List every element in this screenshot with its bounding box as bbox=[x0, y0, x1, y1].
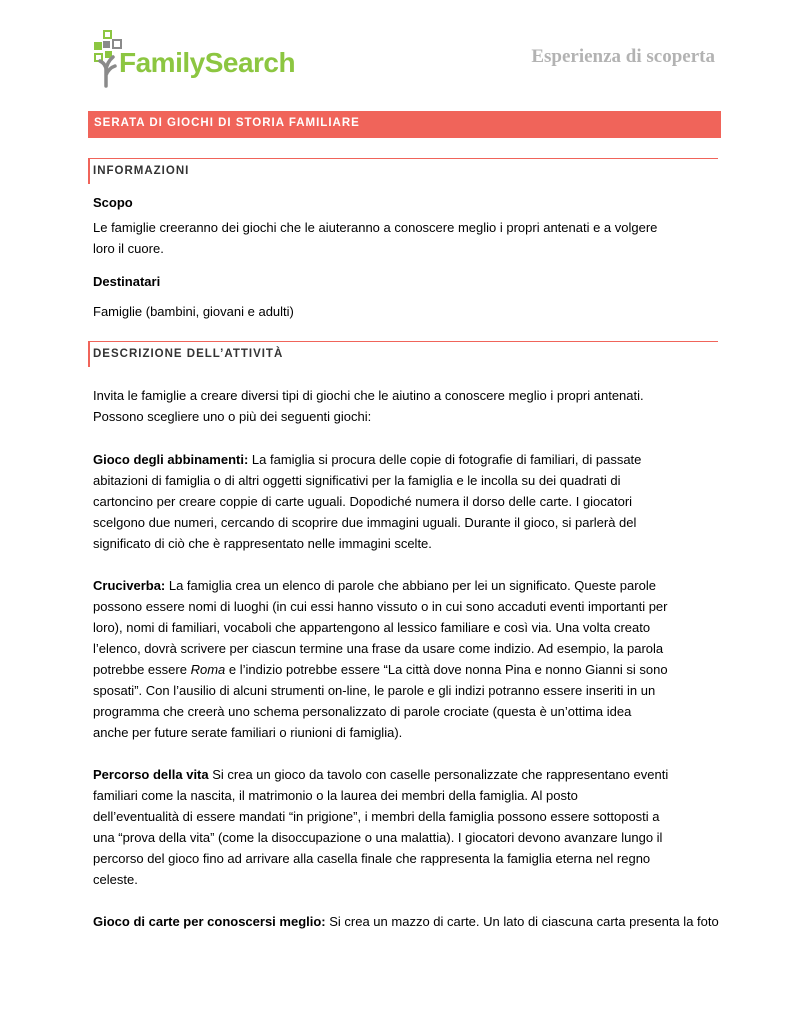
game-title: Gioco degli abbinamenti: bbox=[93, 452, 249, 467]
purpose-label: Scopo bbox=[93, 195, 133, 210]
familysearch-logo[interactable] bbox=[93, 30, 308, 88]
text-line: cartoncino per creare coppie di carte uguali. Dopodiché numera il dorso delle carte. I giocatori bbox=[93, 494, 633, 509]
divider bbox=[88, 341, 718, 342]
text-line: loro), nomi di familiari, vocaboli che appartengono al lessico familiare e così via. Una volta creato bbox=[93, 620, 651, 635]
game-title: Cruciverba: bbox=[93, 578, 166, 593]
text-fragment: La famiglia crea un elenco di parole che abbiano per lei un significato. Queste parole bbox=[165, 578, 656, 593]
banner-title: SERATA DI GIOCHI DI STORIA FAMILIARE bbox=[94, 117, 360, 129]
brand-name: FamilySearch bbox=[119, 47, 296, 78]
text-line: familiari come la nascita, il matrimonio o la laurea dei membri della famiglia. Al posto bbox=[93, 788, 578, 803]
section-header-info bbox=[88, 158, 718, 184]
text-line bbox=[93, 449, 723, 470]
crossword-paragraph bbox=[93, 575, 723, 743]
game-title: Percorso della vita bbox=[93, 767, 209, 782]
title-banner bbox=[88, 111, 721, 138]
text-line: scelgono due numeri, cercando di scoprire due immagini uguali. Durante il gioco, si parlerà del bbox=[93, 515, 637, 530]
audience-text: Famiglie (bambini, giovani e adulti) bbox=[93, 304, 294, 319]
card-game-paragraph bbox=[93, 911, 723, 932]
intro-paragraph bbox=[93, 385, 723, 427]
text-line: celeste. bbox=[93, 872, 138, 887]
text-fragment: Si crea un gioco da tavolo con caselle personalizzate che rappresentano eventi bbox=[208, 767, 669, 782]
text-line: programma che creerà uno schema personalizzato di parole crociate (questa è un’ottima idea bbox=[93, 704, 632, 719]
text-line bbox=[93, 764, 723, 785]
text-line: una “prova della vita” (come la disoccupazione o una malattia). I giocatori devono avanzare lungo il bbox=[93, 830, 663, 845]
section-marker bbox=[88, 158, 90, 184]
text-line bbox=[93, 659, 723, 680]
text-fragment: Si crea un mazzo di carte. Un lato di ciascuna carta presenta la foto bbox=[325, 914, 719, 929]
divider bbox=[88, 158, 718, 159]
text-line bbox=[93, 911, 723, 932]
matching-game-paragraph bbox=[93, 449, 723, 554]
text-line: percorso del gioco fino ad arrivare alla casella finale che rappresenta la famiglia eterna nel regno bbox=[93, 851, 651, 866]
example-word: Roma bbox=[190, 662, 226, 677]
section-title: DESCRIZIONE DELL’ATTIVITÀ bbox=[93, 348, 284, 360]
text-line: significato di ciò che è rappresentato nelle immagini scelte. bbox=[93, 536, 432, 551]
section-header-description bbox=[88, 341, 718, 367]
text-fragment: potrebbe essere bbox=[93, 662, 191, 677]
text-line: Possono scegliere uno o più dei seguenti giochi: bbox=[93, 409, 372, 424]
text-line bbox=[93, 575, 723, 596]
text-line: Invita le famiglie a creare diversi tipi di giochi che le aiutino a conoscere meglio i propri antenati. bbox=[93, 388, 644, 403]
text-line: Le famiglie creeranno dei giochi che le aiuteranno a conoscere meglio i propri antenati e a volgere bbox=[93, 220, 658, 235]
text-line: sposati”. Con l’ausilio di alcuni strumenti on-line, le parole e gli indizi potranno essere inseriti in un bbox=[93, 683, 656, 698]
text-line: loro il cuore. bbox=[93, 241, 164, 256]
text-fragment: La famiglia si procura delle copie di fotografie di familiari, di passate bbox=[248, 452, 642, 467]
section-title: INFORMAZIONI bbox=[93, 165, 190, 177]
life-path-paragraph bbox=[93, 764, 723, 890]
text-line: possono essere nomi di luoghi (in cui essi hanno vissuto o in cui sono accaduti eventi importanti per bbox=[93, 599, 668, 614]
text-fragment: e l’indizio potrebbe essere “La città dove nonna Pina e nonno Gianni si sono bbox=[225, 662, 668, 677]
game-title: Gioco di carte per conoscersi meglio: bbox=[93, 914, 326, 929]
purpose-text bbox=[93, 217, 723, 259]
text-line: l’elenco, dovrà scrivere per ciascun termine una frase da usare come indizio. Ad esempio, la parola bbox=[93, 641, 664, 656]
text-line: abitazioni di famiglia o di altri oggetti significativi per la famiglia e le incolla su dei quadrati di bbox=[93, 473, 621, 488]
document-type-label: Esperienza di scoperta bbox=[531, 46, 715, 67]
text-line: dell’eventualità di essere mandati “in prigione”, i membri della famiglia possono essere sottoposti a bbox=[93, 809, 660, 824]
audience-label: Destinatari bbox=[93, 274, 161, 289]
section-marker bbox=[88, 341, 90, 367]
text-line: anche per future serate familiari o riunioni di famiglia). bbox=[93, 725, 403, 740]
